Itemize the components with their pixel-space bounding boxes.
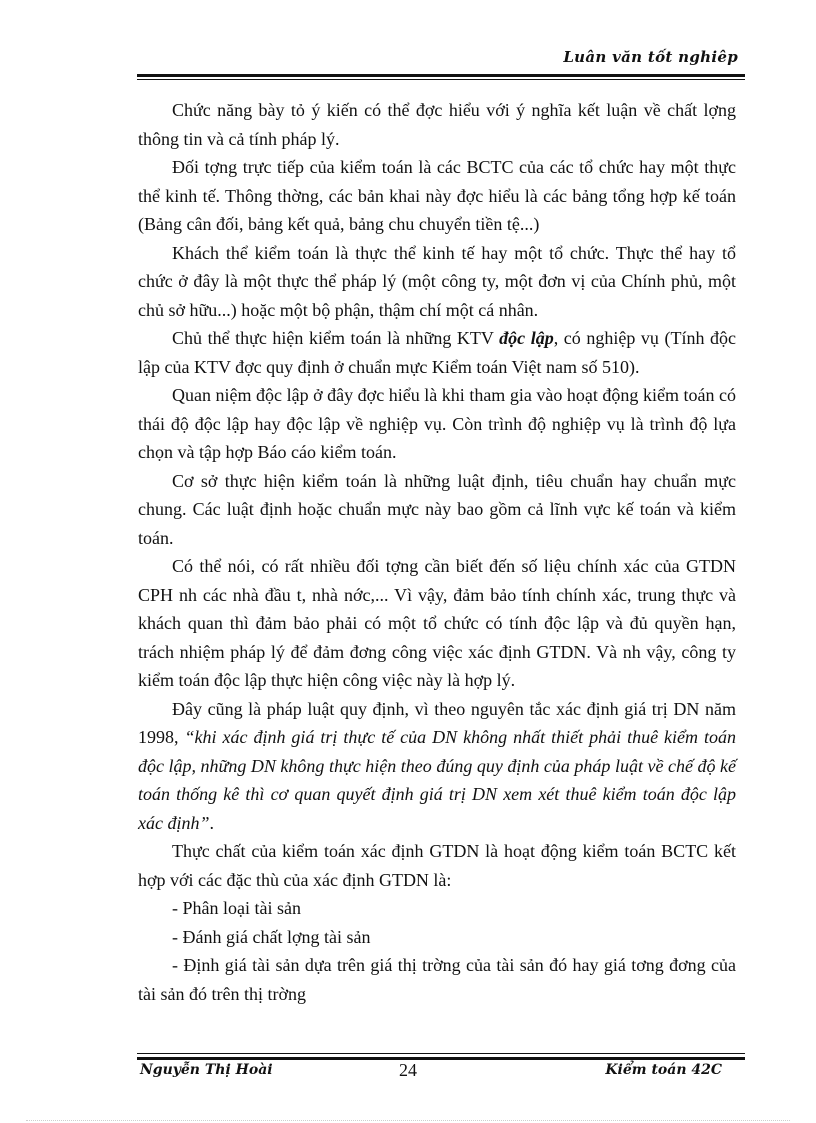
paragraph-basis: Cơ sở thực hiện kiểm toán là những luật định, tiêu chuẩn hay chuẩn mực chung. Các luật định hoặc chuẩn mực này bao gồm cả lĩnh vực kế toán và kiểm toán. — [138, 470, 736, 548]
paragraph-regulation — [138, 695, 736, 838]
paragraph-regulation-pre: Đây cũng là pháp luật quy định, vì theo nguyên tắc xác định giá trị DN năm 1998, — [138, 698, 736, 747]
paragraph-independence: Quan niệm độc lập ở đây đợc hiểu là khi tham gia vào hoạt động kiểm toán có thái độ độc lập hay độc lập về nghiệp vụ. Còn trình độ nghiệp vụ là trình độ lựa chọn và tập hợp Báo cáo kiểm toán. — [138, 385, 736, 462]
paragraph-auditor-pre: Chủ thể thực hiện kiểm toán là những KTV — [172, 328, 500, 348]
header-title: Luân văn tốt nghiêp — [563, 48, 738, 66]
paragraph-essence: Thực chất của kiểm toán xác định GTDN là hoạt động kiểm toán BCTC kết hợp với các đặc thù của xác định GTDN là: — [138, 841, 736, 890]
list-item-asset-valuation: - Định giá tài sản dựa trên giá thị trờng của tài sản đó hay giá tơng đơng của tài sản đó trên thị trờng — [138, 955, 736, 1004]
regulation-quote: “khi xác định giá trị thực tế của DN không nhất thiết phải thuê kiểm toán độc lập, những DN không thực hiện theo đúng quy định của pháp luật về chế độ kế toán thống kê thì cơ quan quyết định giá trị DN xem xét thuê kiểm toán độc lập xác định” — [138, 727, 737, 833]
footer-class: Kiểm toán 42C — [605, 1062, 722, 1078]
paragraph-auditor — [138, 324, 736, 381]
footer-rule-thin — [137, 1053, 745, 1054]
emphasis-independent: độc lập — [499, 328, 554, 348]
paragraph-regulation-post: . — [209, 812, 214, 833]
paragraph-auditor-post: , có nghiệp vụ (Tính độc lập của KTV đợc quy định ở chuẩn mực Kiểm toán Việt nam số 510). — [138, 328, 736, 377]
footer-page-number: 24 — [399, 1060, 417, 1080]
list-item-classify-assets: - Phân loại tài sản — [172, 898, 301, 918]
footer-author: Nguyễn Thị Hoài — [140, 1062, 273, 1078]
paragraph-stakeholders: Có thể nói, có rất nhiều đối tợng cần biết đến số liệu chính xác của GTDN CPH nh các nhà đầu t, nhà nớc,... Vì vậy, đảm bảo tính chính xác, trung thực và khách quan thì đảm bảo phải có một tổ chức có tính độc lập và đủ quyền hạn, trách nhiệm pháp lý để đảm đơng công việc xác định GTDN. Và nh vậy, công ty kiểm toán độc lập thực hiện công việc này là hợp lý. — [138, 556, 736, 690]
header-rule-thick — [137, 74, 745, 77]
paragraph-audit-entity: Khách thể kiểm toán là thực thể kinh tế hay một tổ chức. Thực thể hay tổ chức ở đây là một thực thể pháp lý (một công ty, một đơn vị của Chính phủ, một chủ sở hữu...) hoặc một bộ phận, thậm chí một cá nhân. — [138, 242, 736, 320]
body-text — [138, 96, 736, 1008]
paragraph-function: Chức năng bày tỏ ý kiến có thể đợc hiểu với ý nghĩa kết luận về chất lợng thông tin và cả tính pháp lý. — [138, 100, 736, 149]
paragraph-object: Đối tợng trực tiếp của kiểm toán là các BCTC của các tổ chức hay một thực thể kinh tế. Thông thờng, các bản khai này đợc hiểu là các bảng tổng hợp kế toán (Bảng cân đối, bảng kết quả, bảng chu chuyển tiền tệ...) — [138, 157, 736, 234]
header-rule-thin — [137, 79, 745, 80]
list-item-asset-quality: - Đánh giá chất lợng tài sản — [172, 926, 371, 947]
bottom-dotted-border — [26, 1120, 790, 1121]
